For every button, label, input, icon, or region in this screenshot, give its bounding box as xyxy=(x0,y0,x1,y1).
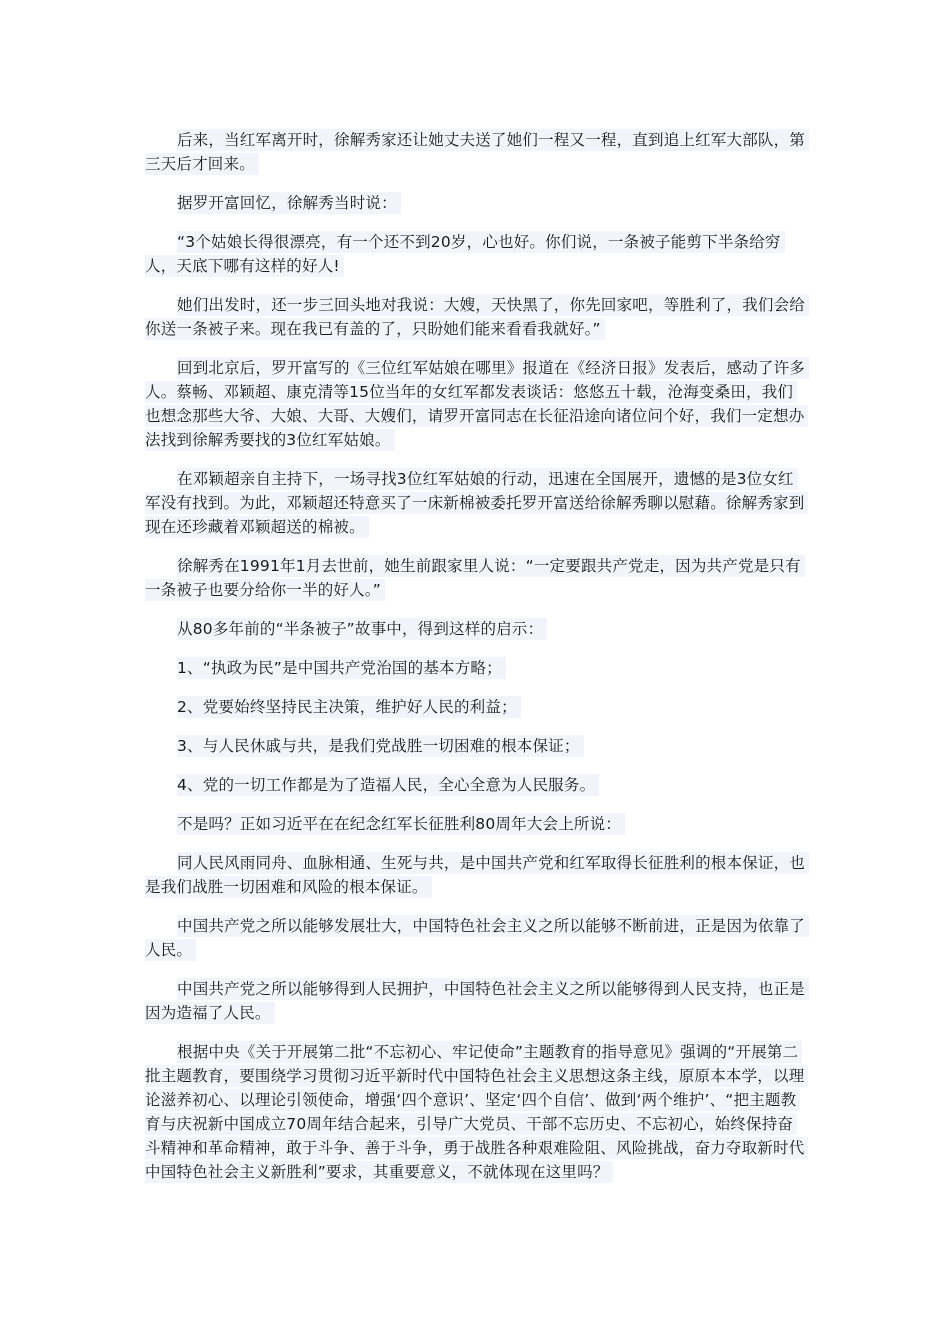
paragraph-4: 她们出发时，还一步三回头地对我说：大嫂，天快黑了，你先回家吧，等胜利了，我们会给你送一条被子来。现在我已有盖的了，只盼她们能来看看我就好。” xyxy=(145,293,807,341)
list-item-1: 1、“执政为民”是中国共产党治国的基本方略； xyxy=(145,656,807,680)
paragraph-13: 根据中央《关于开展第二批“不忘初心、牢记使命”主题教育的指导意见》强调的“开展第二批主题教育，要围绕学习贯彻习近平新时代中国特色社会主义思想这条主线，原原本本学，以理论滋养初心、以理论引领使命，增强‘四个意识’、坚定‘四个自信’、做到‘两个维护’、“把主题教育与庆祝新中国成立70周年结合起来，引导广大党员、干部不忘历史、不忘初心，始终保持奋斗精神和革命精神，敢于斗争、善于斗争，勇于战胜各种艰难险阻、风险挑战，奋力夺取新时代中国特色社会主义新胜利”要求，其重要意义，不就体现在这里吗？ xyxy=(145,1040,807,1184)
paragraph-6: 在邓颖超亲自主持下，一场寻找3位红军姑娘的行动，迅速在全国展开，遗憾的是3位女红军没有找到。为此，邓颖超还特意买了一床新棉被委托罗开富送给徐解秀聊以慰藉。徐解秀家到现在还珍藏着邓颖超送的棉被。 xyxy=(145,467,807,539)
paragraph-7: 徐解秀在1991年1月去世前，她生前跟家里人说：“一定要跟共产党走，因为共产党是只有一条被子也要分给你一半的好人。” xyxy=(145,554,807,602)
list-item-2: 2、党要始终坚持民主决策，维护好人民的利益； xyxy=(145,695,807,719)
paragraph-8: 从80多年前的“半条被子”故事中，得到这样的启示： xyxy=(145,617,807,641)
paragraph-3: “3个姑娘长得很漂亮，有一个还不到20岁，心也好。你们说，一条被子能剪下半条给穷人，天底下哪有这样的好人! xyxy=(145,230,807,278)
paragraph-2: 据罗开富回忆，徐解秀当时说： xyxy=(145,191,807,215)
paragraph-10: 同人民风雨同舟、血脉相通、生死与共，是中国共产党和红军取得长征胜利的根本保证，也是我们战胜一切困难和风险的根本保证。 xyxy=(145,851,807,899)
paragraph-9: 不是吗？正如习近平在在纪念红军长征胜利80周年大会上所说： xyxy=(145,812,807,836)
paragraph-11: 中国共产党之所以能够发展壮大，中国特色社会主义之所以能够不断前进，正是因为依靠了人民。 xyxy=(145,914,807,962)
paragraph-1: 后来，当红军离开时，徐解秀家还让她丈夫送了她们一程又一程，直到追上红军大部队，第三天后才回来。 xyxy=(145,128,807,176)
list-item-3: 3、与人民休戚与共，是我们党战胜一切困难的根本保证； xyxy=(145,734,807,758)
list-item-4: 4、党的一切工作都是为了造福人民，全心全意为人民服务。 xyxy=(145,773,807,797)
document-body xyxy=(145,128,807,1199)
paragraph-12: 中国共产党之所以能够得到人民拥护，中国特色社会主义之所以能够得到人民支持，也正是因为造福了人民。 xyxy=(145,977,807,1025)
paragraph-5: 回到北京后，罗开富写的《三位红军姑娘在哪里》报道在《经济日报》发表后，感动了许多人。蔡畅、邓颖超、康克清等15位当年的女红军都发表谈话：悠悠五十载，沧海变桑田，我们也想念那些大爷、大娘、大哥、大嫂们，请罗开富同志在长征沿途向诸位问个好，我们一定想办法找到徐解秀要找的3位红军姑娘。 xyxy=(145,356,807,452)
